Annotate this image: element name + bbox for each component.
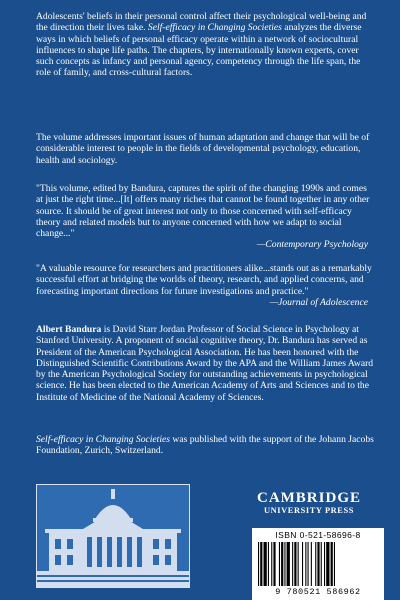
publisher-press: UNIVERSITY PRESS [263, 506, 355, 515]
review-quote-2 [36, 263, 376, 308]
publisher-logo [234, 490, 384, 516]
author-bio [36, 324, 376, 403]
quote-source: —Journal of Adolescence [269, 296, 368, 308]
author-name: Albert Bandura [36, 324, 102, 335]
barcode-number: 9 780521 586962 [275, 587, 361, 597]
barcode-bars [258, 542, 378, 586]
volume-paragraph [36, 132, 376, 166]
quote-source: —Contemporary Psychology [256, 239, 368, 251]
support-note [36, 434, 376, 457]
book-title-italic: Self-efficacy in Changing Societies [147, 22, 282, 34]
quote-text: "This volume, edited by Bandura, captures the spirit of the changing 1990s and comes at just the right time...[It] offers many riches that cannot be found together in any other source. It should be of great interest not only to those concerned with self-efficacy theory and related models but to anyone concerned with how we adapt to social change..." [36, 183, 370, 240]
support-text: was published with the support of the Johann Jacobs Foundation, Zurich, Switzerland. [36, 434, 374, 457]
book-title-italic: Self-efficacy in Changing Societies [36, 434, 171, 445]
building-illustration [36, 484, 190, 588]
publisher-name: CAMBRIDGE [256, 490, 361, 506]
description-text-end: analyzes the diverse ways in which beliefs of personal efficacy operate within a network of sociocultural influences to shape life paths. The chapters, by internationally known experts, cover such concepts as infancy and personal agency, competency through the life span, the role of family, and cross-cultural factors. [36, 22, 362, 79]
barcode-label [252, 528, 384, 600]
isbn-text: ISBN 0-521-58696-8 [275, 530, 361, 540]
description-paragraph [36, 11, 376, 79]
review-quote-1 [36, 183, 376, 251]
quote-text: "A valuable resource for researchers and practitioners alike...stands out as a remarkably successful effort at bridging the worlds of theory, research, and applied concerns, and forecasting important directions for future investigations and practice." [36, 263, 372, 297]
author-bio-text: is David Starr Jordan Professor of Social Science in Psychology at Stanford University. A proponent of social cognitive theory, Dr. Bandura has served as President of the American Psychological Association. He has been honored with the Distinguished Scientific Contributions Award by the APA and the William James Award by the American Psychological Society for outstanding achievements in psychological science. He has been elected to the American Academy of Arts and Sciences and to the Institute of Medicine of the National Academy of Sciences. [36, 324, 374, 403]
description-text-start: Adolescents' beliefs in their personal control affect their psychological well-being and the direction their lives take. [36, 11, 367, 34]
volume-text: The volume addresses important issues of human adaptation and change that will be of considerable interest to people in the fields of developmental psychology, education, health and sociology. [36, 132, 370, 166]
